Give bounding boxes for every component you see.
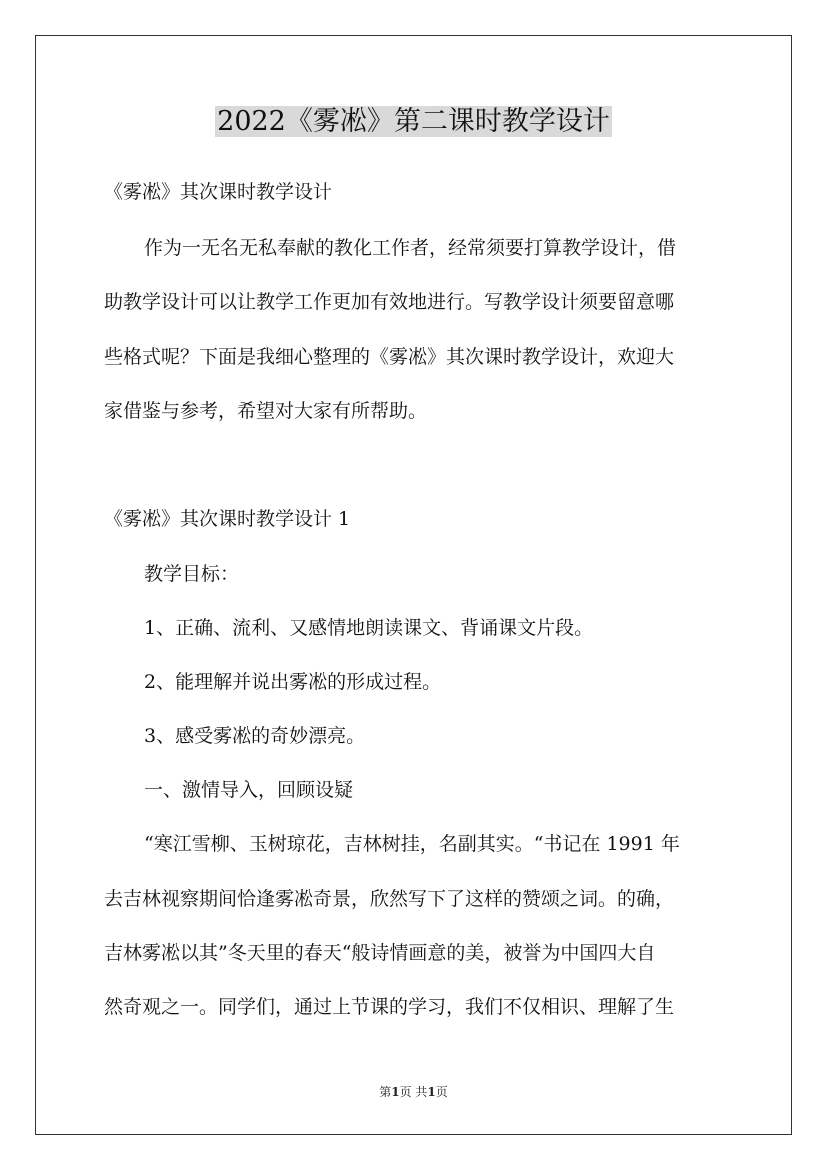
goal-item-1: 1、正确、流利、又感情地朗读课文、背诵课文片段。 — [144, 617, 594, 639]
document-subtitle: 《雾凇》其次课时教学设计 — [104, 181, 333, 203]
document-title-text: 2022《雾凇》第二课时教学设计 — [217, 106, 610, 137]
page-footer — [0, 1082, 827, 1102]
step1-heading: 一、激情导入，回顾设疑 — [144, 779, 354, 801]
intro-line-1: 作为一无名无私奉献的教化工作者，经常须要打算教学设计，借 — [144, 237, 677, 259]
goal-item-2: 2、能理解并说出雾凇的形成过程。 — [144, 671, 442, 693]
body-line-1: “寒江雪柳、玉树琼花，吉林树挂，名副其实。“书记在 1991 年 — [144, 833, 680, 855]
footer-prefix: 第 — [379, 1085, 392, 1099]
footer-page-total: 1 — [427, 1085, 436, 1099]
intro-line-4: 家借鉴与参考，希望对大家有所帮助。 — [104, 400, 428, 422]
footer-page-current: 1 — [391, 1085, 400, 1099]
goals-label: 教学目标： — [144, 563, 240, 585]
intro-line-2: 助教学设计可以让教学工作更加有效地进行。写教学设计须要留意哪 — [104, 291, 675, 313]
document-title — [0, 100, 827, 144]
body-line-4: 然奇观之一。同学们，通过上节课的学习，我们不仅相识、理解了生 — [104, 996, 675, 1018]
section-heading: 《雾凇》其次课时教学设计 1 — [104, 508, 351, 530]
body-line-2: 去吉林视察期间恰逢雾凇奇景，欣然写下了这样的赞颂之词。的确， — [104, 888, 675, 910]
footer-suffix: 页 — [435, 1085, 448, 1099]
intro-line-3: 些格式呢？下面是我细心整理的《雾凇》其次课时教学设计，欢迎大 — [104, 346, 675, 368]
body-line-3: 吉林雾凇以其”冬天里的春天“般诗情画意的美，被誉为中国四大自 — [104, 942, 656, 964]
footer-mid: 页 共 — [399, 1085, 428, 1099]
goal-item-3: 3、感受雾凇的奇妙漂亮。 — [144, 725, 366, 747]
